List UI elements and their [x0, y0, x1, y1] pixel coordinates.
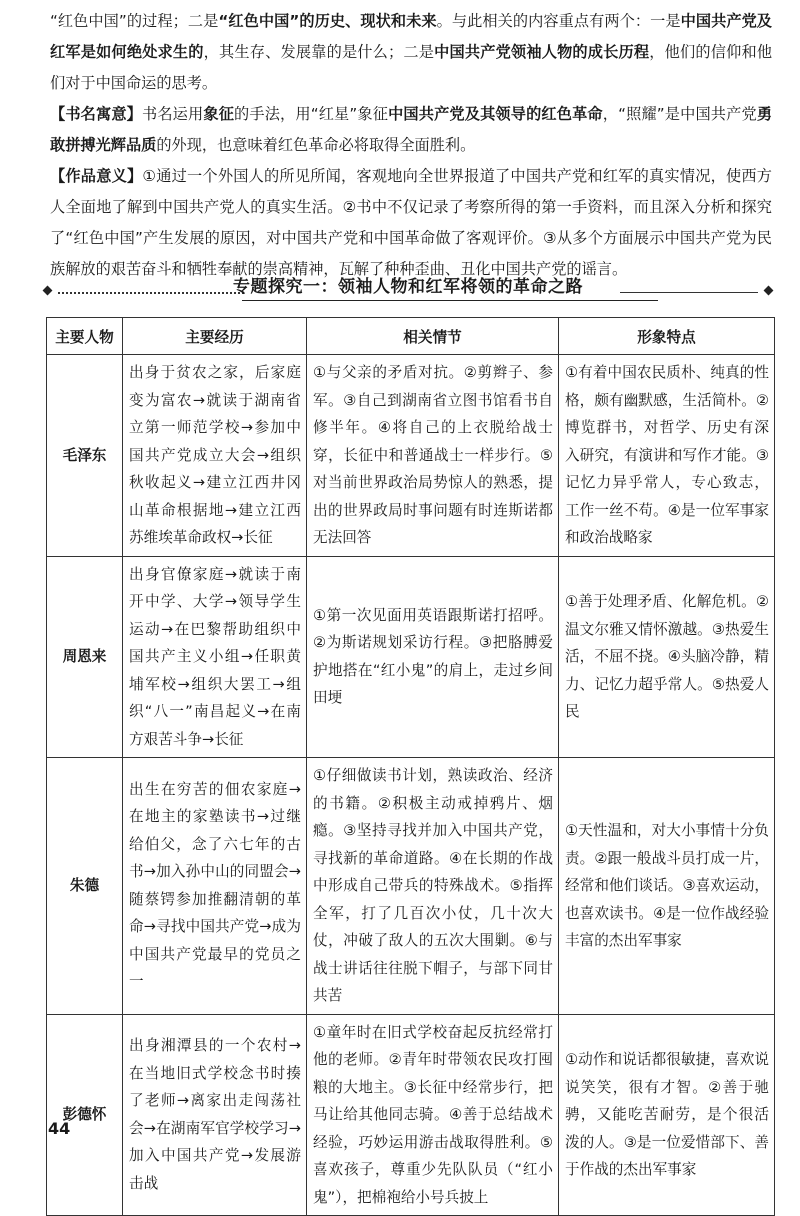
- text-run: ，“照耀”是中国共产党: [602, 105, 757, 123]
- person-name: 毛泽东: [47, 355, 123, 557]
- text-run: 。与此相关的内容重点有两个：一是: [436, 12, 681, 30]
- text-run: ，他们的信仰和他们对于中国命运的思考。: [50, 43, 773, 92]
- key-point: “红色中国”的历史、现状和未来: [218, 12, 437, 30]
- intro-paragraph-3: [50, 161, 772, 285]
- text-run: 书名运用: [142, 105, 204, 123]
- plots-cell: ①与父亲的矛盾对抗。②剪辫子、参军。③自己到湖南省立图书馆看书自修半年。④将自己的上衣脱给战士穿，长征中和普通战士一样步行。⑤对当前世界政治局势惊人的熟悉，提出的世界政局时事问题有时连斯诺都无法回答: [307, 355, 559, 557]
- key-point: 勇敢拼搏光辉品质: [50, 105, 772, 154]
- traits-cell: ①天性温和，对大小事情十分负责。②跟一般战斗员打成一片，经常和他们谈话。③喜欢运动，也喜欢读书。④是一位作战经验丰富的杰出军事家: [559, 758, 775, 1015]
- text-run: “红色中国”的过程；二是: [50, 12, 219, 30]
- text-run: 的手法，用“红星”象征: [234, 105, 389, 123]
- person-name: 彭德怀: [47, 1014, 123, 1216]
- title-underline: [242, 300, 658, 301]
- section-label: 【作品意义】: [50, 167, 143, 185]
- table-row: [47, 355, 775, 557]
- experience-cell: 出身于贫农之家，后家庭变为富农→就读于湖南省立第一师范学校→参加中国共产党成立大会→组织秋收起义→建立江西井冈山革命根据地→建立江西苏维埃革命政权→长征: [123, 355, 307, 557]
- person-name: 周恩来: [47, 556, 123, 758]
- table-row: [47, 1014, 775, 1216]
- experience-cell: 出身湘潭县的一个农村→在当地旧式学校念书时揍了老师→离家出走闯荡社会→在湖南军官学校学习→加入中国共产党→发展游击战: [123, 1014, 307, 1216]
- section-heading: [44, 272, 772, 302]
- page-number: 44: [48, 1119, 71, 1138]
- plots-cell: ①第一次见面用英语跟斯诺打招呼。②为斯诺规划采访行程。③把胳膊爱护地搭在“红小鬼”的肩上，走过乡间田埂: [307, 556, 559, 758]
- table-header-row: [47, 318, 775, 355]
- traits-cell: ①动作和说话都很敏捷，喜欢说说笑笑，很有才智。②善于驰骋，又能吃苦耐劳，是个很活泼的人。③是一位爱惜部下、善于作战的杰出军事家: [559, 1014, 775, 1216]
- table-row: [47, 758, 775, 1015]
- traits-cell: ①有着中国农民质朴、纯真的性格，颇有幽默感，生活简朴。②博览群书，对哲学、历史有深入研究，有演讲和写作才能。③记忆力异乎常人，专心致志，工作一丝不苟。④是一位军事家和政治战略家: [559, 355, 775, 557]
- text-run: 的外现，也意味着红色革命必将取得全面胜利。: [156, 136, 476, 154]
- column-header: 主要人物: [47, 318, 123, 355]
- column-header: 相关情节: [307, 318, 559, 355]
- experience-cell: 出生在穷苦的佃农家庭→在地主的家塾读书→过继给伯父，念了六七年的古书→加入孙中山的同盟会→随蔡锷参加推翻清朝的革命→寻找中国共产党→成为中国共产党最早的党员之一: [123, 758, 307, 1015]
- key-point: 象征: [203, 105, 235, 123]
- plots-cell: ①仔细做读书计划，熟读政治、经济的书籍。②积极主动戒掉鸦片、烟瘾。③坚持寻找并加入中国共产党，寻找新的革命道路。④在长期的作战中形成自己带兵的特殊战术。⑤指挥全军，打了几百次小仗，几十次大仗，冲破了敌人的五次大围剿。⑥与战士讲话往往脱下帽子，与部下同甘共苦: [307, 758, 559, 1015]
- intro-paragraph-1: [50, 6, 772, 99]
- column-header: 主要经历: [123, 318, 307, 355]
- table-row: [47, 556, 775, 758]
- text-run: ①通过一个外国人的所见所闻，客观地向全世界报道了中国共产党和红军的真实情况，使西方人全面地了解到中国共产党人的真实生活。②书中不仅记录了考察所得的第一手资料，而且深入分析和探究了“红色中国”产生发展的原因，对中国共产党和中国革命做了客观评价。③从多个方面展示中国共产党为民族解放的艰苦奋斗和牺牲奉献的崇高精神，瓦解了种种歪曲、丑化中国共产党的谣言。: [50, 167, 772, 278]
- key-point: 中国共产党及其领导的红色革命: [388, 105, 603, 123]
- section-label: 【书名寓意】: [50, 105, 143, 123]
- traits-cell: ①善于处理矛盾、化解危机。②温文尔雅又情怀激越。③热爱生活，不屈不挠。④头脑冷静，精力、记忆力超乎常人。⑤热爱人民: [559, 556, 775, 758]
- key-point: 中国共产党及红军是如何绝处求生的: [50, 12, 772, 61]
- column-header: 形象特点: [559, 318, 775, 355]
- text-run: ，其生存、发展靠的是什么；二是: [203, 43, 435, 61]
- plots-cell: ①童年时在旧式学校奋起反抗经常打他的老师。②青年时带领农民攻打囤粮的大地主。③长征中经常步行，把马让给其他同志骑。④善于总结战术经验，巧妙运用游击战取得胜利。⑤喜欢孩子，尊重少先队队员（“红小鬼”），把棉袍给小号兵披上: [307, 1014, 559, 1216]
- intro-paragraph-2: [50, 99, 772, 161]
- key-point: 中国共产党领袖人物的成长历程: [434, 43, 650, 61]
- person-name: 朱德: [47, 758, 123, 1015]
- experience-cell: 出身官僚家庭→就读于南开中学、大学→领导学生运动→在巴黎帮助组织中国共产主义小组→任职黄埔军校→组织大罢工→组织“八一”南昌起义→在南方艰苦斗争→长征: [123, 556, 307, 758]
- section-title: 专题探究一：领袖人物和红军将领的革命之路: [233, 277, 583, 297]
- intro-text: [50, 6, 772, 285]
- solid-rule: [620, 292, 758, 293]
- leaders-table: [46, 317, 775, 1216]
